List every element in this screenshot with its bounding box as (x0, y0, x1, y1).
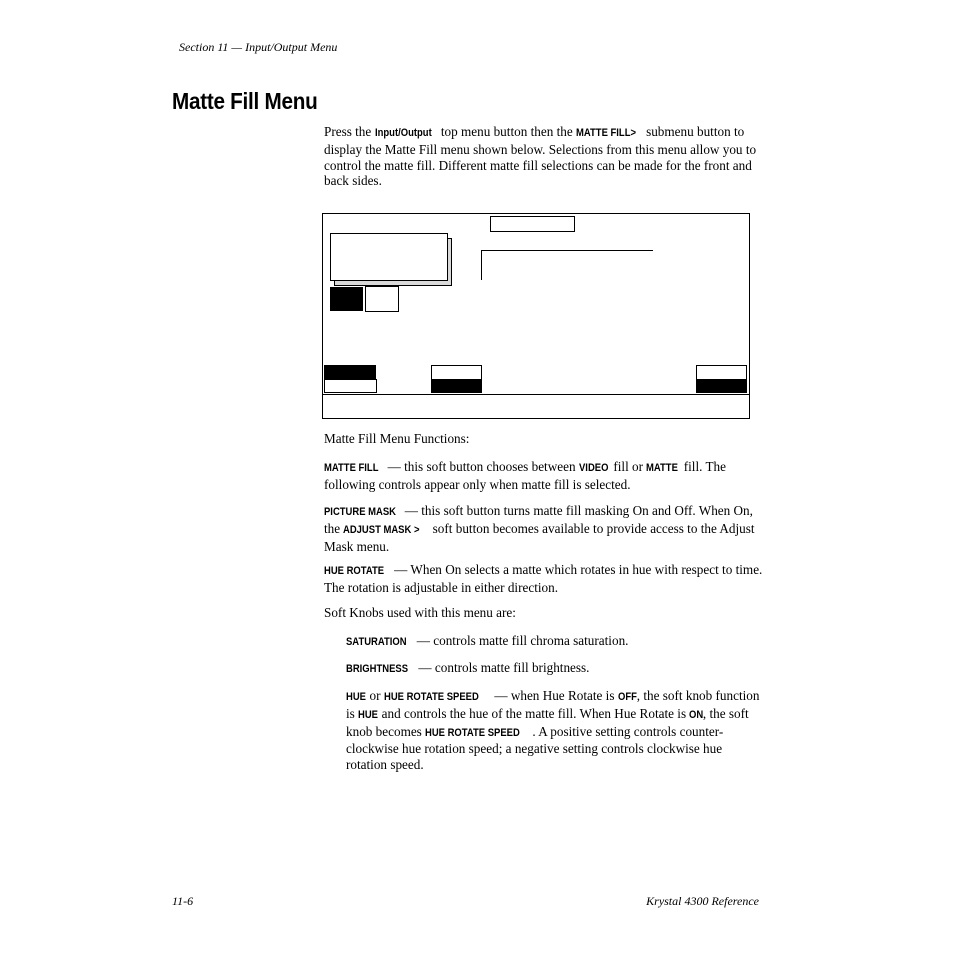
description-text: — controls matte fill chroma saturation. (413, 633, 629, 648)
picture-mask-button-top[interactable] (431, 365, 482, 380)
brightness-description (346, 660, 764, 678)
hue-term: HUE (358, 708, 379, 721)
picture-mask-description (324, 503, 764, 554)
matte-fill-keyword: MATTE FILL> (576, 127, 636, 139)
video-term: VIDEO (578, 462, 609, 474)
picture-mask-term: PICTURE MASK (324, 506, 397, 518)
brightness-term: BRIGHTNESS (346, 663, 409, 675)
menu-knob-divider (323, 394, 749, 395)
hue-rotate-button-top[interactable] (696, 365, 747, 380)
description-text: — this soft button turns matte fill masking On and Off. When On, the (324, 503, 753, 536)
description-text: fill. The following controls appear only when matte fill is selected. (324, 459, 726, 492)
hue-description (346, 688, 764, 773)
description-text: — this soft button chooses between (384, 459, 579, 474)
hue-rotate-description (324, 562, 764, 596)
back-side-button[interactable] (365, 286, 399, 312)
description-text: . A positive setting controls counter-clockwise hue rotation speed; a negative setting controls clockwise hue rotation speed. (346, 723, 724, 773)
description-text: fill or (610, 459, 647, 474)
intro-text: submenu button to display the Matte Fill menu shown below. Selections from this menu allow you to control the matte fill. Different matte fill selections can be made for the front and back sides. (324, 124, 757, 189)
hue-rotate-speed-term: HUE ROTATE SPEED (425, 726, 520, 739)
front-side-button[interactable] (330, 287, 363, 311)
description-text: , the soft knob becomes (346, 705, 749, 739)
saturation-term: SATURATION (346, 636, 407, 648)
hue-rotate-speed-term: HUE ROTATE SPEED (383, 691, 479, 703)
description-text: and controls the hue of the matte fill. When Hue Rotate is (378, 705, 690, 721)
running-header: Section 11 — Input/Output Menu (179, 40, 338, 54)
matte-fill-button-bottom[interactable] (324, 379, 377, 393)
on-term: ON (689, 708, 704, 721)
hue-term: HUE (346, 691, 366, 703)
hue-rotate-term: HUE ROTATE (324, 565, 385, 577)
functions-label: Matte Fill Menu Functions: (324, 431, 470, 446)
hue-rotate-button-bottom[interactable] (696, 379, 747, 393)
matte-fill-button-top[interactable] (324, 365, 376, 379)
intro-text: top menu button then the (437, 124, 576, 139)
picture-mask-button-bottom[interactable] (431, 379, 482, 393)
description-text: or (366, 688, 384, 703)
book-title: Krystal 4300 Reference (646, 894, 759, 908)
intro-paragraph (324, 124, 764, 189)
description-text: — When On selects a matte which rotates in hue with respect to time. The rotation is adjustable in either direction. (324, 562, 763, 595)
soft-knobs-label: Soft Knobs used with this menu are: (324, 605, 516, 620)
adjust-mask-term: ADJUST MASK > (343, 523, 420, 536)
description-text: soft button becomes available to provide access to the Adjust Mask menu. (324, 520, 755, 554)
source-box (330, 233, 448, 281)
menu-divider-line (482, 250, 653, 251)
page-number: 11-6 (172, 894, 194, 908)
intro-text: Press the (324, 124, 375, 139)
matte-term: MATTE (646, 462, 679, 474)
description-text: — when Hue Rotate is (491, 688, 618, 703)
page-title: Matte Fill Menu (172, 88, 318, 114)
matte-fill-term: MATTE FILL (324, 462, 379, 474)
saturation-description (346, 633, 764, 651)
menu-divider-tick (481, 250, 482, 280)
matte-fill-description (324, 459, 764, 493)
off-term: OFF (617, 691, 637, 703)
input-output-keyword: Input/Output (374, 127, 432, 139)
description-text: , the soft knob function is (346, 688, 760, 721)
matte-fill-menu-diagram (322, 213, 750, 419)
menu-title-box (490, 216, 575, 232)
description-text: — controls matte fill brightness. (415, 660, 590, 675)
